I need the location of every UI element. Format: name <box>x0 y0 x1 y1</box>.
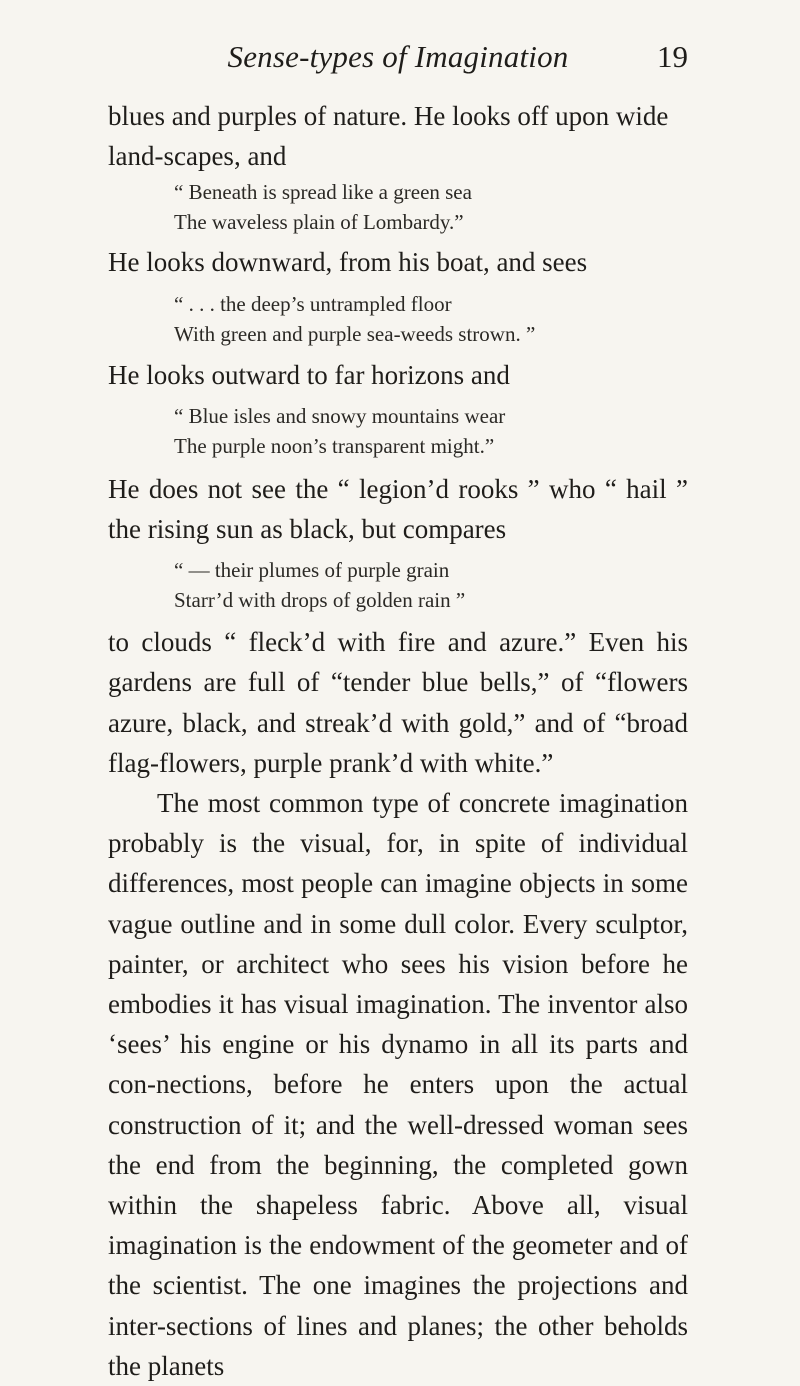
quote-lombardy: “ Beneath is spread like a green sea The waveless plain of Lombardy.” <box>174 180 472 235</box>
paragraph-intro: blues and purples of nature. He looks off upon wide land-scapes, and <box>108 101 669 172</box>
page-header <box>108 36 688 78</box>
page-number: 19 <box>657 39 688 74</box>
running-title: Sense-types of Imagination <box>227 39 569 74</box>
paragraph-downward: He looks downward, from his boat, and sees <box>108 247 588 278</box>
quote-plumes: “ — their plumes of purple grain Starr’d with drops of golden rain ” <box>174 558 466 613</box>
paragraph-gardens: to clouds “ fleck’d with fire and azure.” Even his gardens are full of “tender blue bells,” of “flowers azure, black, and streak’d with gold,” and of “broad flag-flowers, purple prank’d with white.” <box>108 627 688 778</box>
quote-blue-isles: “ Blue isles and snowy mountains wear The purple noon’s transparent might.” <box>174 403 506 458</box>
page-body <box>108 96 688 1386</box>
paragraph-outward: He looks outward to far horizons and <box>108 359 510 390</box>
quote-sea-floor: “ . . . the deep’s untrampled floor With green and purple sea-weeds strown. ” <box>174 291 536 346</box>
paragraph-visual-imagination: The most common type of concrete imagination probably is the visual, for, in spite of individual differences, most people can imagine objects in some vague outline and in some dull color. Every sculptor, painter, or architect who sees his vision before he embodies it has visual imagination. The inventor also ‘sees’ his engine or his dynamo in all its parts and con-nections, before he enters upon the actual construction of it; and the well-dressed woman sees the end from the beginning, the completed gown within the shapeless fabric. Above all, visual imagination is the endowment of the geometer and of the scientist. The one imagines the projections and inter-sections of lines and planes; the other beholds the planets <box>108 788 688 1381</box>
paragraph-rooks: He does not see the “ legion’d rooks ” who “ hail ” the rising sun as black, but compares <box>108 473 688 545</box>
